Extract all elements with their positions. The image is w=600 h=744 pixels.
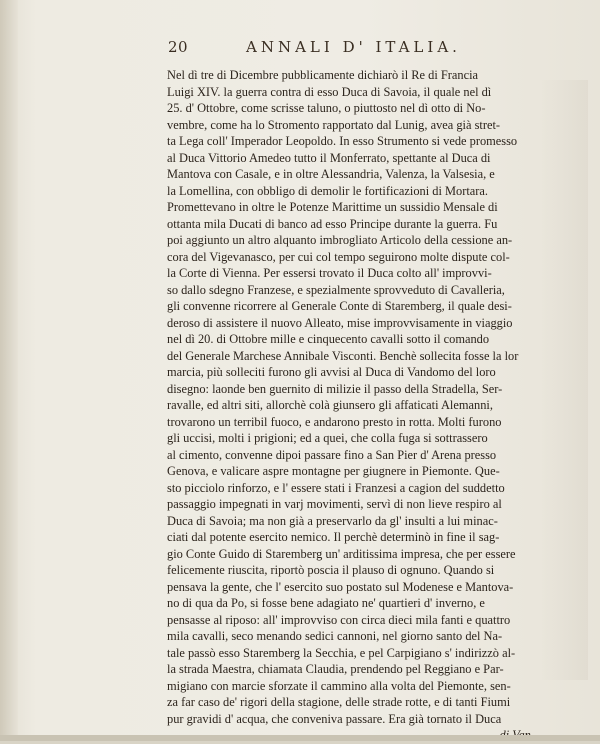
text-line: Luigi XIV. la guerra contra di esso Duca di Savoia, il quale nel dì (167, 84, 492, 99)
text-line: ravalle, ed altri siti, allorchè colà giunsero gli affaticati Alemanni, (167, 398, 493, 412)
running-title: ANNALI D' ITALIA. (246, 38, 461, 56)
text-line: pensava la gente, che l' esercito suo postato sul Modenese e Mantova- (167, 579, 514, 594)
text-line: Promettevano in oltre le Potenze Marittime un sussidio Mensale di (167, 200, 498, 214)
text-line: passaggio impegnati in varj movimenti, servì di non lieve respiro al (167, 497, 502, 511)
text-line: ta Lega coll' Imperador Leopoldo. In esso Strumento si vede promesso (167, 134, 518, 148)
text-line: Mantova con Casale, e in oltre Alessandria, Valenza, la Valsesia, e (167, 167, 495, 181)
text-line: marcia, più solleciti furono gli avvisi al Duca di Vandomo del loro (167, 365, 496, 379)
text-line: nel dì 20. di Ottobre mille e cinquecento cavalli sotto il comando (167, 332, 490, 346)
text-line: la strada Maestra, chiamata Claudia, prendendo pel Reggiano e Par- (167, 662, 504, 676)
text-line: la Lomellina, con obbligo di demolir le fortificazioni di Mortara. (167, 183, 489, 198)
text-line: pensasse al riposo: all' improvviso con circa dieci mila fanti e quattro (167, 612, 511, 627)
text-line: Genova, e valicare aspre montagne per giugnere in Piemonte. Que- (167, 464, 500, 478)
text-line: felicemente riuscita, riportò poscia il plauso di ognuno. Quando si (167, 563, 495, 577)
text-line: del Generale Marchese Annibale Visconti. Benchè sollecita fosse la lor (167, 348, 519, 363)
text-line: gli convenne ricorrere al Generale Conte di Staremberg, il quale desi- (167, 299, 512, 313)
page-number: 20 (168, 38, 189, 56)
page-header (168, 38, 508, 60)
text-line: no di qua da Po, si fosse bene adagiato ne' quartieri d' inverno, e (167, 596, 485, 610)
text-line: disegno: laonde ben guernito di milizie il passo della Stradella, Ser- (167, 381, 503, 396)
text-line: cora del Vigevanasco, per cui col tempo seguirono molte dispute col- (167, 249, 510, 264)
text-line: migiano con marcie sforzate il cammino alla volta del Piemonte, sen- (167, 678, 511, 693)
text-line: za far caso de' rigori della stagione, delle strade rotte, e di tanti Fiumi (167, 695, 511, 709)
text-line: tale passò esso Staremberg la Secchia, e pel Carpigiano s' indirizzò al- (167, 645, 516, 660)
text-line: trovarono un terribil fuoco, e andarono presto in rotta. Molti furono (167, 414, 502, 429)
body-text (167, 67, 557, 744)
text-line: al cimento, convenne dipoi passare fino a San Pier d' Arena presso (167, 447, 497, 462)
text-line: 25. d' Ottobre, come scrisse taluno, o piuttosto nel dì otto di No- (167, 101, 486, 115)
text-line: ciati dal potente esercito nemico. Il perchè determinò in fine il sag- (167, 530, 500, 544)
text-line: al Duca Vittorio Amedeo tutto il Monferrato, spettante al Duca di (167, 150, 491, 165)
text-line: vembre, come ha lo Stromento rapportato dal Lunig, avea già stret- (167, 117, 501, 132)
text-line: ottanta mila Ducati di banco ad esso Principe durante la guerra. Fu (167, 216, 498, 231)
text-line: mila cavalli, seco menando sedici cannoni, nel giorno santo del Na- (167, 629, 503, 643)
text-line: sto picciolo rinforzo, e l' essere stati i Franzesi a cagion del suddetto (167, 480, 505, 495)
text-line: pur gravidi d' acqua, che conveniva passare. Era già tornato il Duca (167, 711, 502, 726)
page-bottom-edge (0, 735, 600, 741)
text-line: gli uccisi, molti i prigioni; ed a quei, che colla fuga si sottrassero (167, 431, 488, 445)
text-line: la Corte di Vienna. Per essersi trovato il Duca colto all' improvvi- (167, 266, 492, 280)
page-fold-shadow (0, 0, 18, 741)
text-line: Nel dì tre di Dicembre pubblicamente dichiarò il Re di Francia (167, 68, 479, 82)
text-line: gio Conte Guido di Staremberg un' arditissima impresa, che per essere (167, 546, 516, 561)
text-line: so dallo sdegno Franzese, e spezialmente sprovveduto di Cavalleria, (167, 282, 505, 297)
text-line: Duca di Savoia; ma non già a preservarlo da gl' insulti a lui minac- (167, 513, 498, 528)
text-line: poi aggiunto un altro alquanto imbrogliato Articolo della cessione an- (167, 233, 513, 247)
text-line: deroso di assistere il nuovo Alleato, mise improvvisamente in viaggio (167, 315, 513, 330)
